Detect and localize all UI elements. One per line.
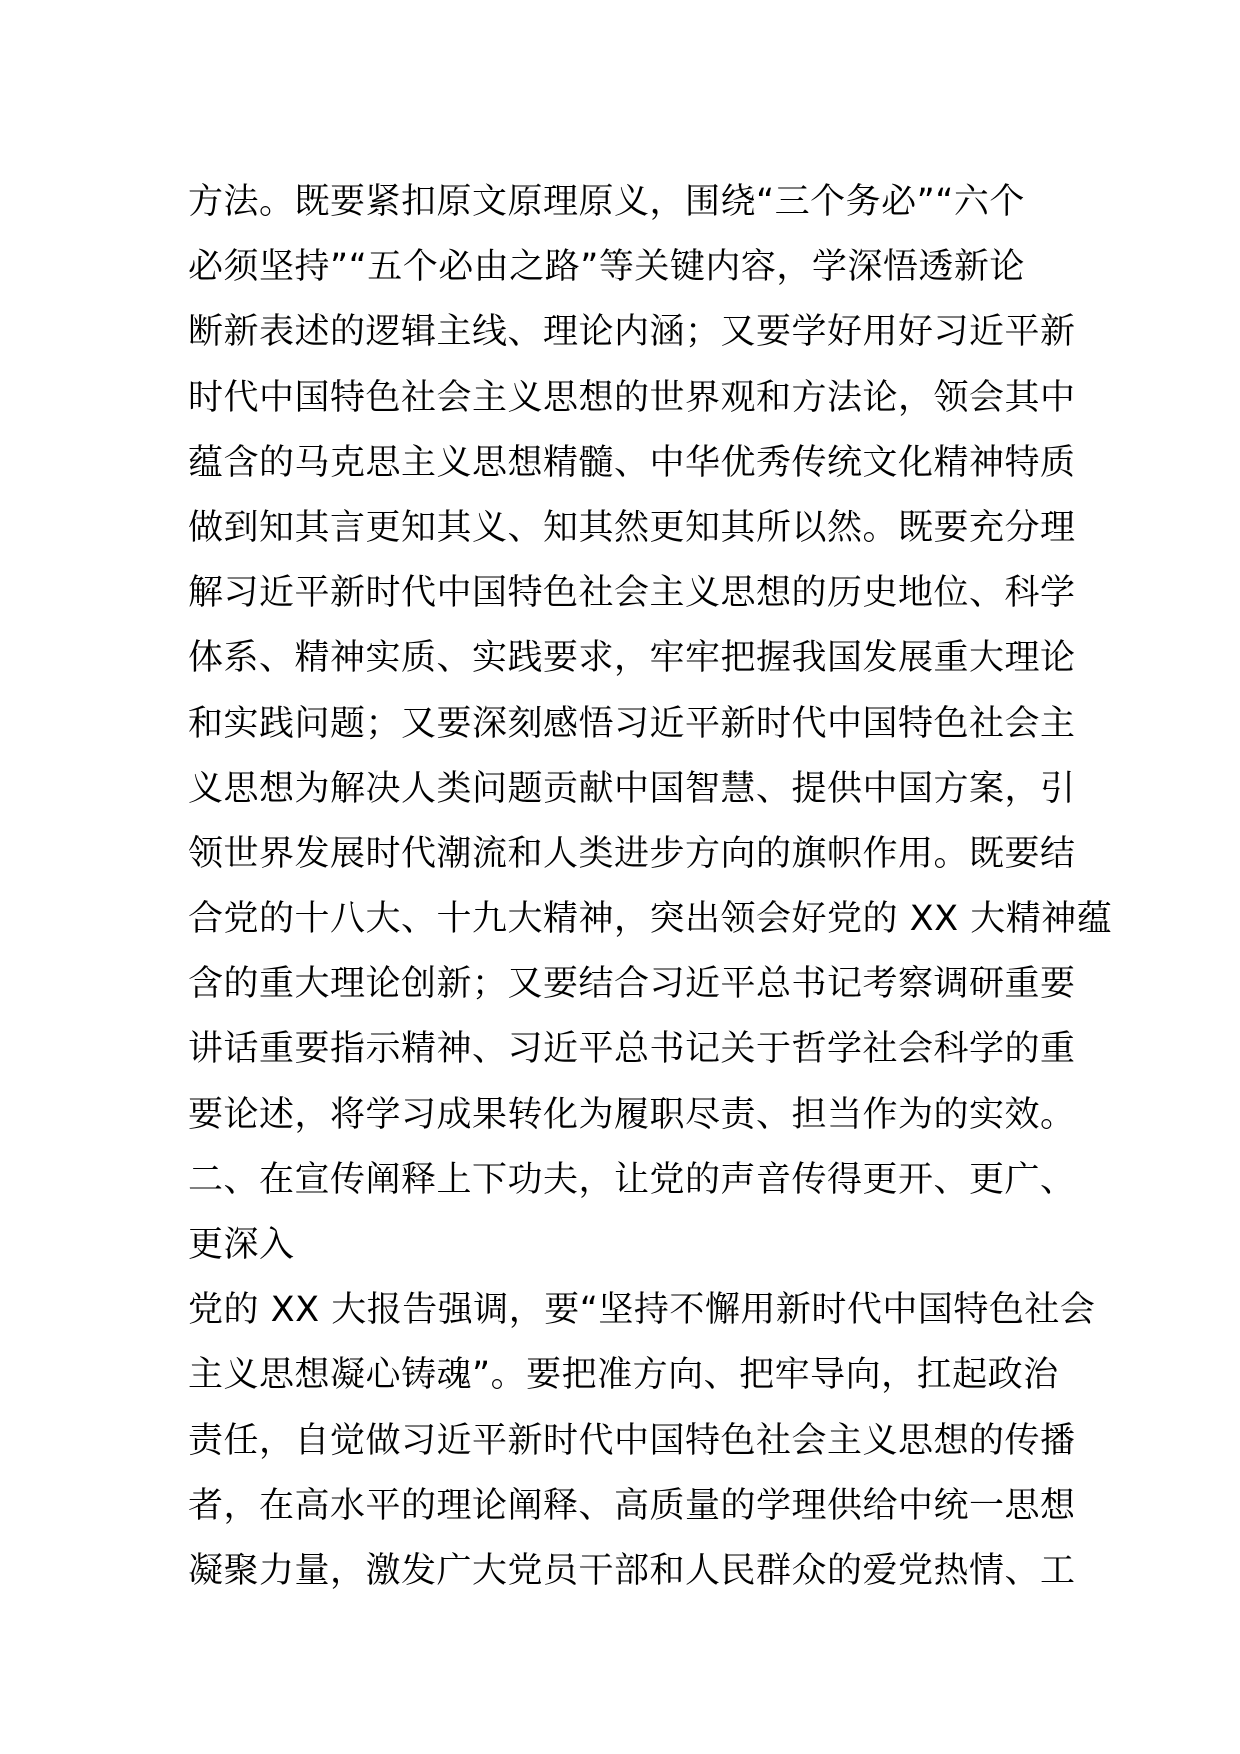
text-line: 解习近平新时代中国特色社会主义思想的历史地位、科学 [188,573,1076,614]
text-line: 责任，自觉做习近平新时代中国特色社会主义思想的传播 [188,1420,1076,1461]
text-line: 蕴含的马克思主义思想精髓、中华优秀传统文化精神特质 [188,442,1076,483]
text-line: 讲话重要指示精神、习近平总书记关于哲学社会科学的重 [188,1029,1076,1070]
text-line: 领世界发展时代潮流和人类进步方向的旗帜作用。既要结 [188,833,1076,874]
text-line: 时代中国特色社会主义思想的世界观和方法论，领会其中 [188,377,1076,418]
section-heading: 更深入 [188,1225,295,1265]
section-heading: 二、在宣传阐释上下功夫，让党的声音传得更开、更广、 [188,1159,1076,1200]
text-line: 和实践问题；又要深刻感悟习近平新时代中国特色社会主 [188,703,1076,744]
text-line: 者，在高水平的理论阐释、高质量的学理供给中统一思想 [188,1485,1076,1526]
text-line: 含的重大理论创新；又要结合习近平总书记考察调研重要 [188,964,1076,1005]
text-line: 断新表述的逻辑主线、理论内涵；又要学好用好习近平新 [188,312,1076,353]
text-line: 必须坚持”“五个必由之路”等关键内容，学深悟透新论 [188,247,1025,288]
text-line: 要论述，将学习成果转化为履职尽责、担当作为的实效。 [188,1094,1076,1135]
text-line: 体系、精神实质、实践要求，牢牢把握我国发展重大理论 [188,638,1076,679]
text-line: 凝聚力量，激发广大党员干部和人民群众的爱党热情、工 [188,1550,1076,1591]
body-text [188,170,1113,1604]
text-line: 党的 XX 大报告强调，要“坚持不懈用新时代中国特色社会 [188,1290,1096,1331]
text-line: 主义思想凝心铸魂”。要把准方向、把牢导向，扛起政治 [188,1355,1059,1396]
text-line: 方法。既要紧扣原文原理原义，围绕“三个务必”“六个 [188,182,1025,222]
text-line: 做到知其言更知其义、知其然更知其所以然。既要充分理 [188,507,1076,548]
text-line: 合党的十八大、十九大精神，突出领会好党的 XX 大精神蕴 [188,899,1113,940]
text-line: 义思想为解决人类问题贡献中国智慧、提供中国方案，引 [188,768,1076,809]
